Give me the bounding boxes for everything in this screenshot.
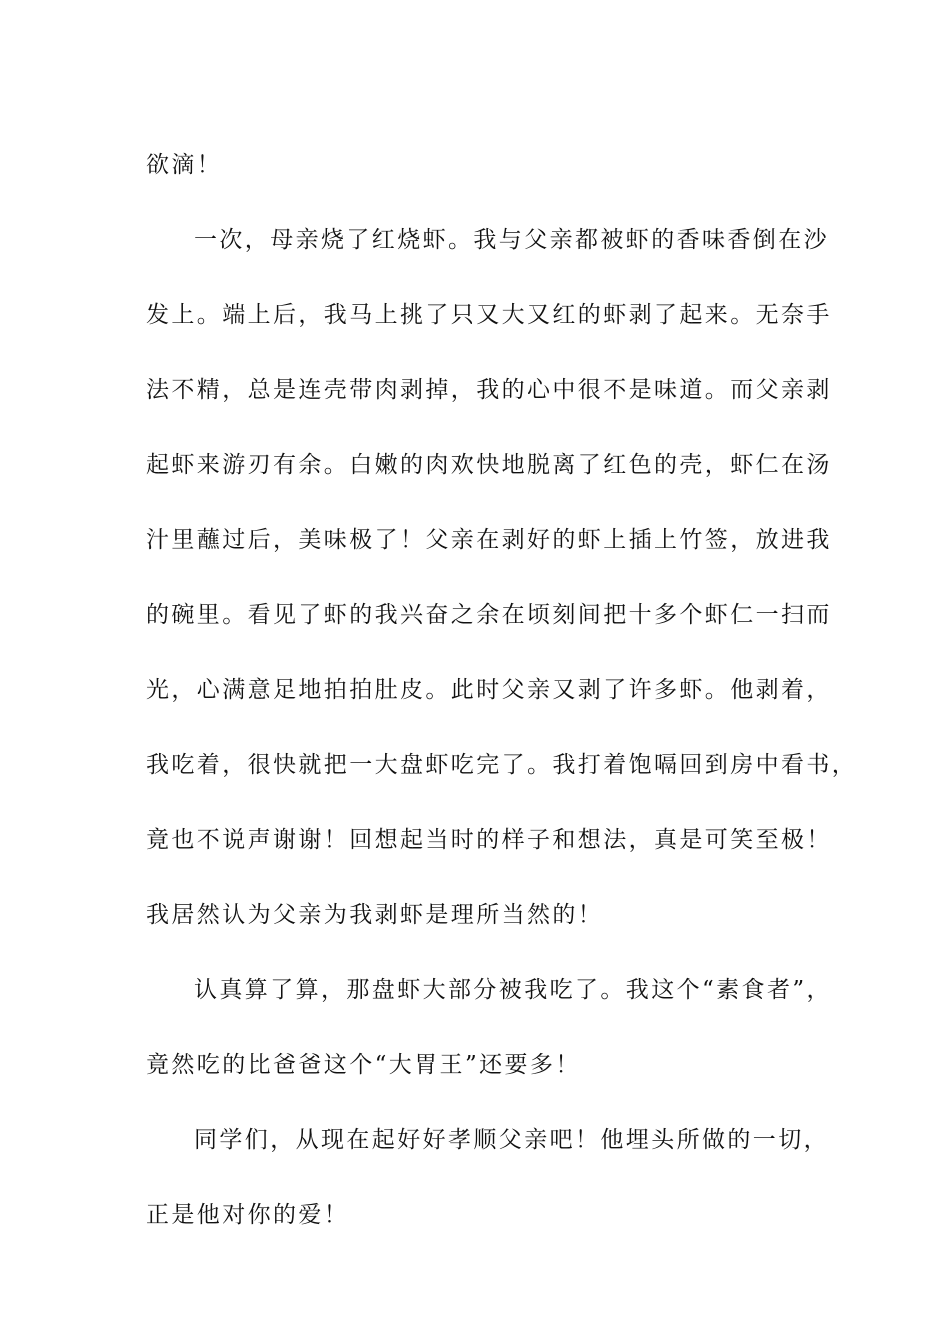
text-line-9: 我吃着，很快就把一大盘虾吃完了。我打着饱嗝回到房中看书， bbox=[146, 752, 858, 778]
text-line-4: 法不精，总是连壳带肉剥掉，我的心中很不是味道。而父亲剥 bbox=[146, 377, 832, 403]
text-line-5: 起虾来游刃有余。白嫩的肉欢快地脱离了红色的壳，虾仁在汤 bbox=[146, 452, 832, 478]
text-line-11: 我居然认为父亲为我剥虾是理所当然的！ bbox=[146, 902, 604, 928]
text-line-10: 竟也不说声谢谢！回想起当时的样子和想法，真是可笑至极！ bbox=[146, 827, 832, 853]
text-line-8: 光，心满意足地拍拍肚皮。此时父亲又剥了许多虾。他剥着， bbox=[146, 677, 832, 703]
text-line-2: 一次，母亲烧了红烧虾。我与父亲都被虾的香味香倒在沙 bbox=[194, 227, 829, 253]
text-line-7: 的碗里。看见了虾的我兴奋之余在顷刻间把十多个虾仁一扫而 bbox=[146, 602, 832, 628]
essay-body bbox=[146, 128, 858, 1253]
text-line-14: 同学们，从现在起好好孝顺父亲吧！他埋头所做的一切， bbox=[194, 1127, 829, 1153]
text-line-3: 发上。端上后，我马上挑了只又大又红的虾剥了起来。无奈手 bbox=[146, 302, 832, 328]
text-line-15: 正是他对你的爱！ bbox=[146, 1202, 350, 1228]
text-line-6: 汁里蘸过后，美味极了！父亲在剥好的虾上插上竹签，放进我 bbox=[146, 527, 832, 553]
text-line-1: 欲滴！ bbox=[146, 152, 223, 178]
text-line-13: 竟然吃的比爸爸这个“大胃王”还要多！ bbox=[146, 1052, 581, 1078]
text-line-12: 认真算了算，那盘虾大部分被我吃了。我这个“素食者”， bbox=[194, 977, 832, 1003]
